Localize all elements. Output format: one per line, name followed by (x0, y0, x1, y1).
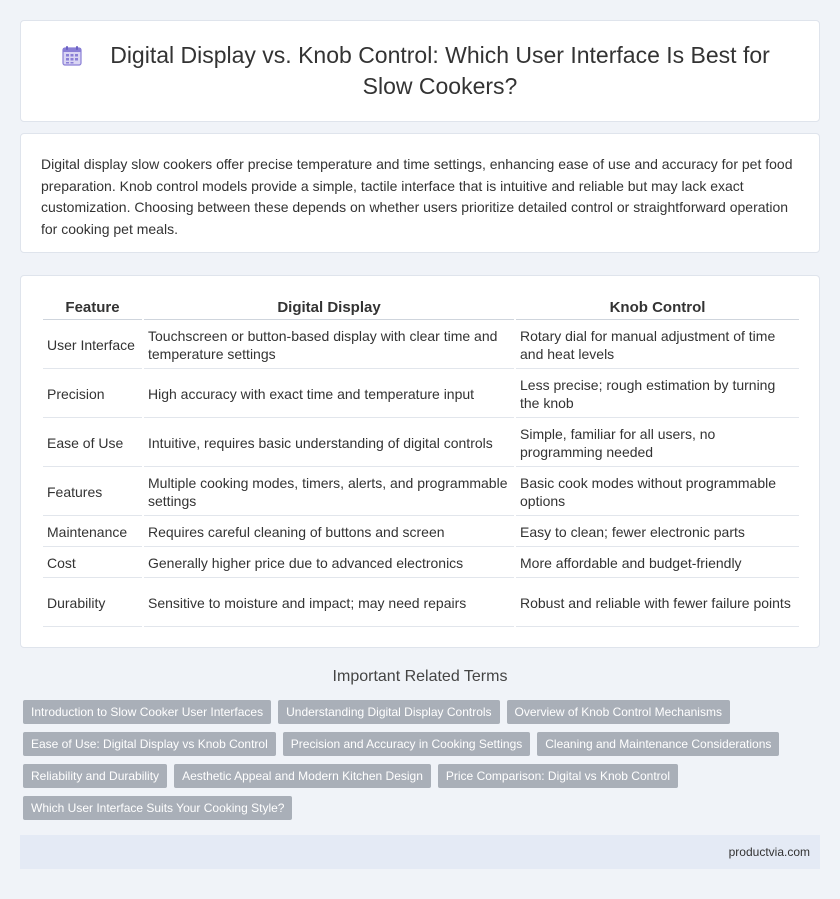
feature-cell: Durability (43, 578, 143, 627)
related-terms-list (23, 700, 823, 828)
related-term-tag[interactable]: Ease of Use: Digital Display vs Knob Control (23, 732, 276, 756)
digital-cell: Touchscreen or button-based display with clear time and temperature settings (143, 320, 515, 369)
digital-cell: Generally higher price due to advanced electronics (143, 547, 515, 578)
knob-cell: Basic cook modes without programmable options (515, 467, 799, 516)
intro-card (20, 133, 820, 253)
related-term-tag[interactable]: Reliability and Durability (23, 764, 167, 788)
footer (20, 835, 820, 869)
feature-cell: Features (43, 467, 143, 516)
feature-cell: User Interface (43, 320, 143, 369)
related-terms-title: Important Related Terms (332, 668, 508, 685)
knob-cell: More affordable and budget-friendly (515, 547, 799, 578)
table-row (43, 320, 799, 369)
related-term-tag[interactable]: Cleaning and Maintenance Considerations (537, 732, 779, 756)
knob-cell: Less precise; rough estimation by turning the knob (515, 369, 799, 418)
table-row (43, 547, 799, 578)
intro-paragraph: Digital display slow cookers offer precise temperature and time settings, enhancing ease of use and accuracy for pet food preparation. Knob control models provide a simple, tactile interface that is intuitive and reliable but may lack exact customization. Choosing between these depends on whether users prioritize detailed control or straightforward operation for cooking pet meals. (41, 156, 793, 237)
table-header-row (43, 292, 799, 320)
table-row (43, 516, 799, 547)
table-row (43, 578, 799, 627)
knob-cell: Easy to clean; fewer electronic parts (515, 516, 799, 547)
footer-site-link[interactable]: productvia.com (728, 845, 810, 859)
calendar-icon (61, 45, 83, 67)
title-card (20, 20, 820, 122)
table-row (43, 418, 799, 467)
feature-cell: Ease of Use (43, 418, 143, 467)
digital-cell: Intuitive, requires basic understanding of digital controls (143, 418, 515, 467)
header-feature: Feature (43, 292, 143, 320)
knob-cell: Robust and reliable with fewer failure points (515, 578, 799, 627)
related-term-tag[interactable]: Aesthetic Appeal and Modern Kitchen Design (174, 764, 431, 788)
related-term-tag[interactable]: Price Comparison: Digital vs Knob Control (438, 764, 678, 788)
feature-cell: Maintenance (43, 516, 143, 547)
page-title: Digital Display vs. Knob Control: Which User Interface Is Best for Slow Cookers? (110, 42, 770, 99)
digital-cell: Multiple cooking modes, timers, alerts, and programmable settings (143, 467, 515, 516)
digital-cell: High accuracy with exact time and temperature input (143, 369, 515, 418)
related-term-tag[interactable]: Introduction to Slow Cooker User Interfaces (23, 700, 271, 724)
header-knob-control: Knob Control (515, 292, 799, 320)
digital-cell: Requires careful cleaning of buttons and screen (143, 516, 515, 547)
knob-cell: Rotary dial for manual adjustment of time and heat levels (515, 320, 799, 369)
related-term-tag[interactable]: Overview of Knob Control Mechanisms (507, 700, 730, 724)
related-term-tag[interactable]: Understanding Digital Display Controls (278, 700, 499, 724)
related-term-tag[interactable]: Which User Interface Suits Your Cooking Style? (23, 796, 292, 820)
comparison-card (20, 275, 820, 648)
related-term-tag[interactable]: Precision and Accuracy in Cooking Settings (283, 732, 530, 756)
feature-cell: Precision (43, 369, 143, 418)
digital-cell: Sensitive to moisture and impact; may need repairs (143, 578, 515, 627)
comparison-table (43, 292, 799, 627)
table-row (43, 369, 799, 418)
knob-cell: Simple, familiar for all users, no programming needed (515, 418, 799, 467)
feature-cell: Cost (43, 547, 143, 578)
table-row (43, 467, 799, 516)
header-digital-display: Digital Display (143, 292, 515, 320)
